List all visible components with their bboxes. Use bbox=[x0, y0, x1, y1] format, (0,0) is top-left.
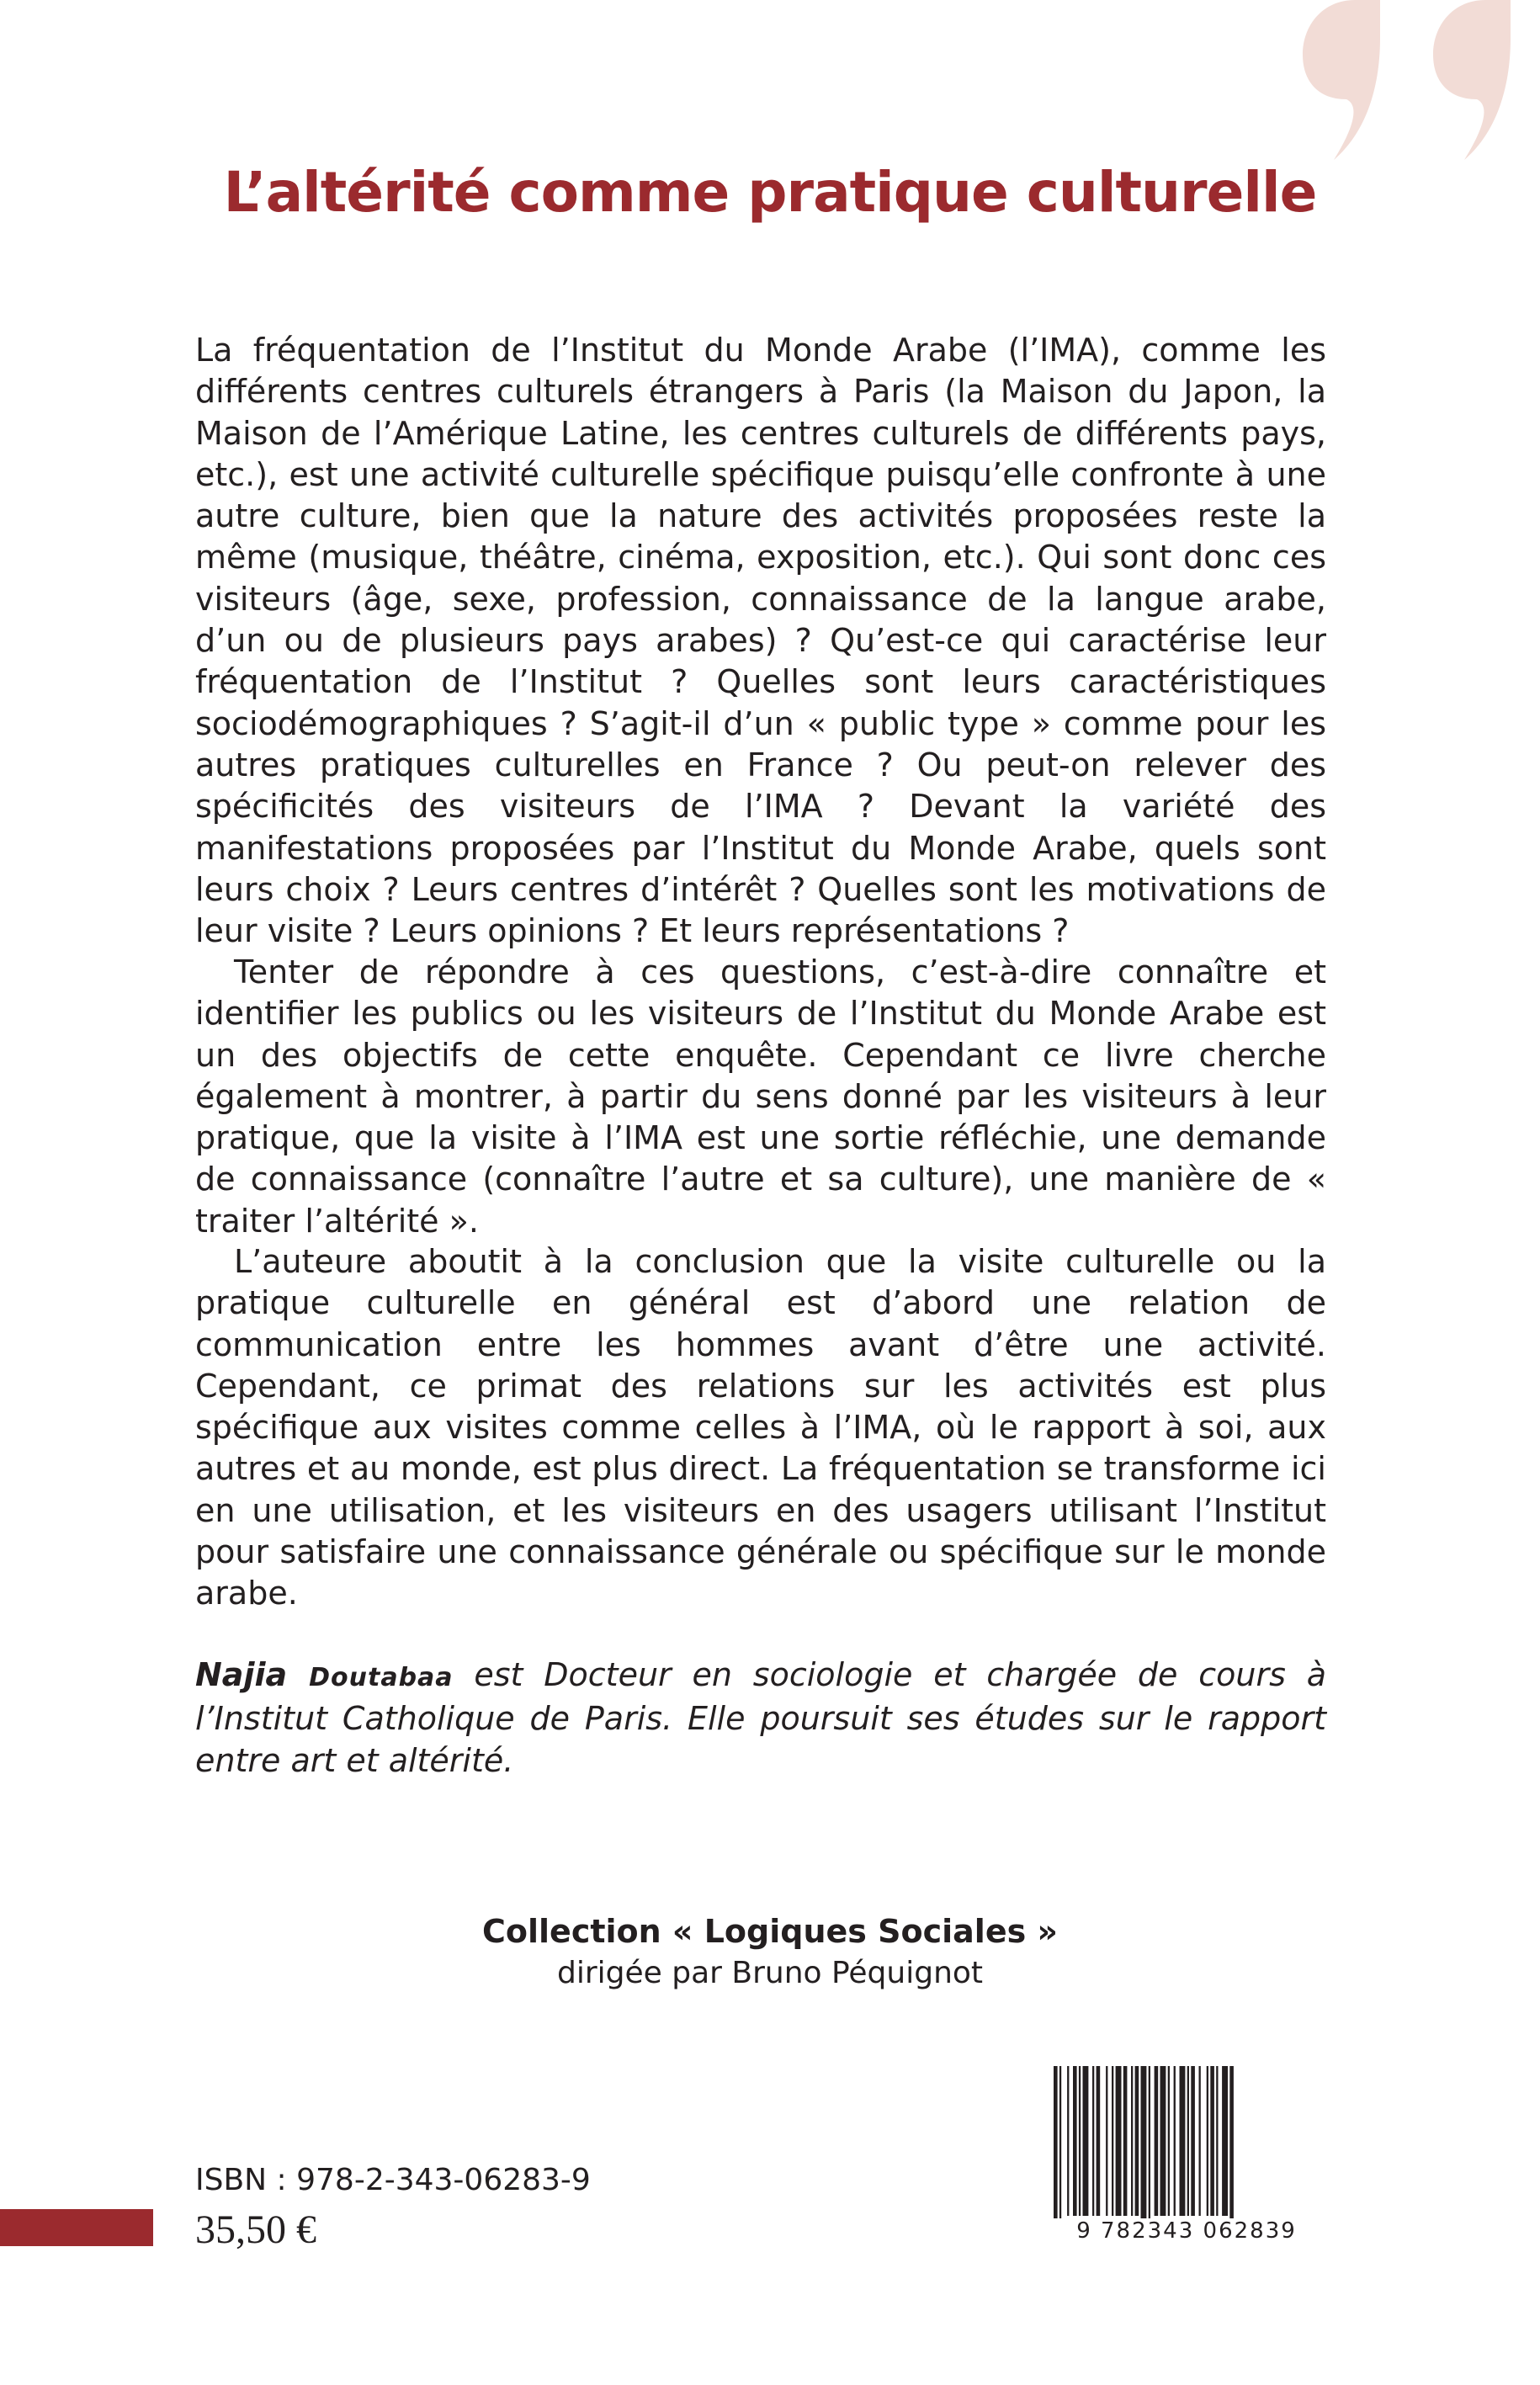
price: 35,50 € bbox=[195, 2207, 316, 2252]
barcode-bar bbox=[1123, 2066, 1128, 2216]
barcode-bar bbox=[1079, 2066, 1081, 2216]
barcode-bar bbox=[1067, 2066, 1069, 2216]
barcode-bar bbox=[1168, 2066, 1170, 2216]
barcode-number: 9 782343 062839 bbox=[1043, 2218, 1330, 2244]
author-first-name: Najia bbox=[195, 1656, 288, 1693]
barcode-bar bbox=[1141, 2066, 1147, 2234]
barcode-bar bbox=[1059, 2066, 1061, 2234]
barcode-bar bbox=[1207, 2066, 1208, 2216]
barcode-bar bbox=[1112, 2066, 1113, 2216]
book-title: L’altérité comme pratique culturelle bbox=[223, 160, 1317, 225]
summary-paragraph-3: L’auteure aboutit à la conclusion que la visite culturelle ou la pratique culturelle en général est d’abord une relation de communication entre les hommes avant d’être une activité. Cependant, ce primat des relations sur les activités est plus spécifique aux visites comme celles à l’IMA, où le rapport à soi, aux autres et au monde, est plus direct. La fréquentation se transforme ici en une utilisation, et les visiteurs en des usagers utilisant l’Institut pour satisfaire une connaissance générale ou spécifique sur le monde arabe. bbox=[195, 1243, 1326, 1612]
author-bio bbox=[195, 1655, 1326, 1782]
barcode-bar bbox=[1116, 2066, 1122, 2216]
barcode-bar bbox=[1174, 2066, 1176, 2216]
barcode-bar bbox=[1187, 2066, 1189, 2216]
summary-paragraph-1: La fréquentation de l’Institut du Monde Arabe (l’IMA), comme les différents centres culturels étrangers à Paris (la Maison du Japon, la Maison de l’Amérique Latine, les centres culturels de différents pays, etc.), est une activité culturelle spécifique puisqu’elle confronte à une autre culture, bien que la nature des activités proposées reste la même (musique, théâtre, cinéma, exposition, etc.). Qui sont donc ces visiteurs (âge, sexe, profession, connaissance de la langue arabe, d’un ou de plusieurs pays arabes) ? Qu’est-ce qui caractérise leur fréquentation de l’Institut ? Quelles sont leurs caractéristiques sociodémographiques ? S’agit-il d’un « public type » comme pour les autres pratiques culturelles en France ? Ou peut-on relever des spécificités des visiteurs de l’IMA ? Devant la variété des manifestations proposées par l’Institut du Monde Arabe, quels sont leurs choix ? Leurs centres d’intérêt ? Quelles sont les motivations de leur visite ? Leurs opinions ? Et leurs représentations ? bbox=[195, 332, 1326, 950]
collection-title: Collection « Logiques Sociales » bbox=[482, 1913, 1058, 1950]
barcode-bar bbox=[1180, 2066, 1186, 2216]
barcode-bar bbox=[1131, 2066, 1133, 2216]
barcode-bar bbox=[1222, 2066, 1228, 2216]
barcode-bar bbox=[1083, 2066, 1089, 2216]
barcode-bar bbox=[1191, 2066, 1195, 2216]
summary-paragraph-2: Tenter de répondre à ces questions, c’est-à-dire connaître et identifier les publics ou les visiteurs de l’Institut du Monde Arabe est un des objectifs de cette enquête. Cependant ce livre cherche également à montrer, à partir du sens donné par les visiteurs à leur pratique, que la visite à l’IMA est une sortie réfléchie, une demande de connaissance (connaître l’autre et sa culture), une manière de « traiter l’altérité ». bbox=[195, 953, 1326, 1240]
accent-bar bbox=[0, 2209, 153, 2246]
barcode-bar bbox=[1097, 2066, 1101, 2216]
isbn: ISBN : 978-2-343-06283-9 bbox=[195, 2163, 591, 2197]
barcode-bar bbox=[1229, 2066, 1234, 2234]
quote-mark-icon bbox=[1254, 0, 1540, 168]
barcode-bar bbox=[1155, 2066, 1159, 2216]
author-last-name: Doutabaa bbox=[309, 1663, 454, 1692]
barcode-bar bbox=[1210, 2066, 1214, 2216]
collection-director: dirigée par Bruno Péquignot bbox=[556, 1956, 984, 1990]
barcode-bar bbox=[1106, 2066, 1107, 2216]
collection-info bbox=[0, 1910, 1540, 1995]
barcode-bar bbox=[1092, 2066, 1094, 2216]
barcode-bar bbox=[1149, 2066, 1150, 2234]
barcode-bar bbox=[1073, 2066, 1077, 2216]
author-name bbox=[195, 1656, 454, 1693]
barcode-bar bbox=[1054, 2066, 1058, 2234]
author-bio-text: est Docteur en sociologie et chargée de cours à l’Institut Catholique de Paris. Elle poursuit ses études sur le rapport entre art et altérité. bbox=[195, 1656, 1326, 1779]
barcode-bar bbox=[1199, 2066, 1201, 2216]
barcode-bar bbox=[1216, 2066, 1218, 2216]
barcode-bar bbox=[1160, 2066, 1166, 2216]
barcode-bar bbox=[1135, 2066, 1139, 2216]
